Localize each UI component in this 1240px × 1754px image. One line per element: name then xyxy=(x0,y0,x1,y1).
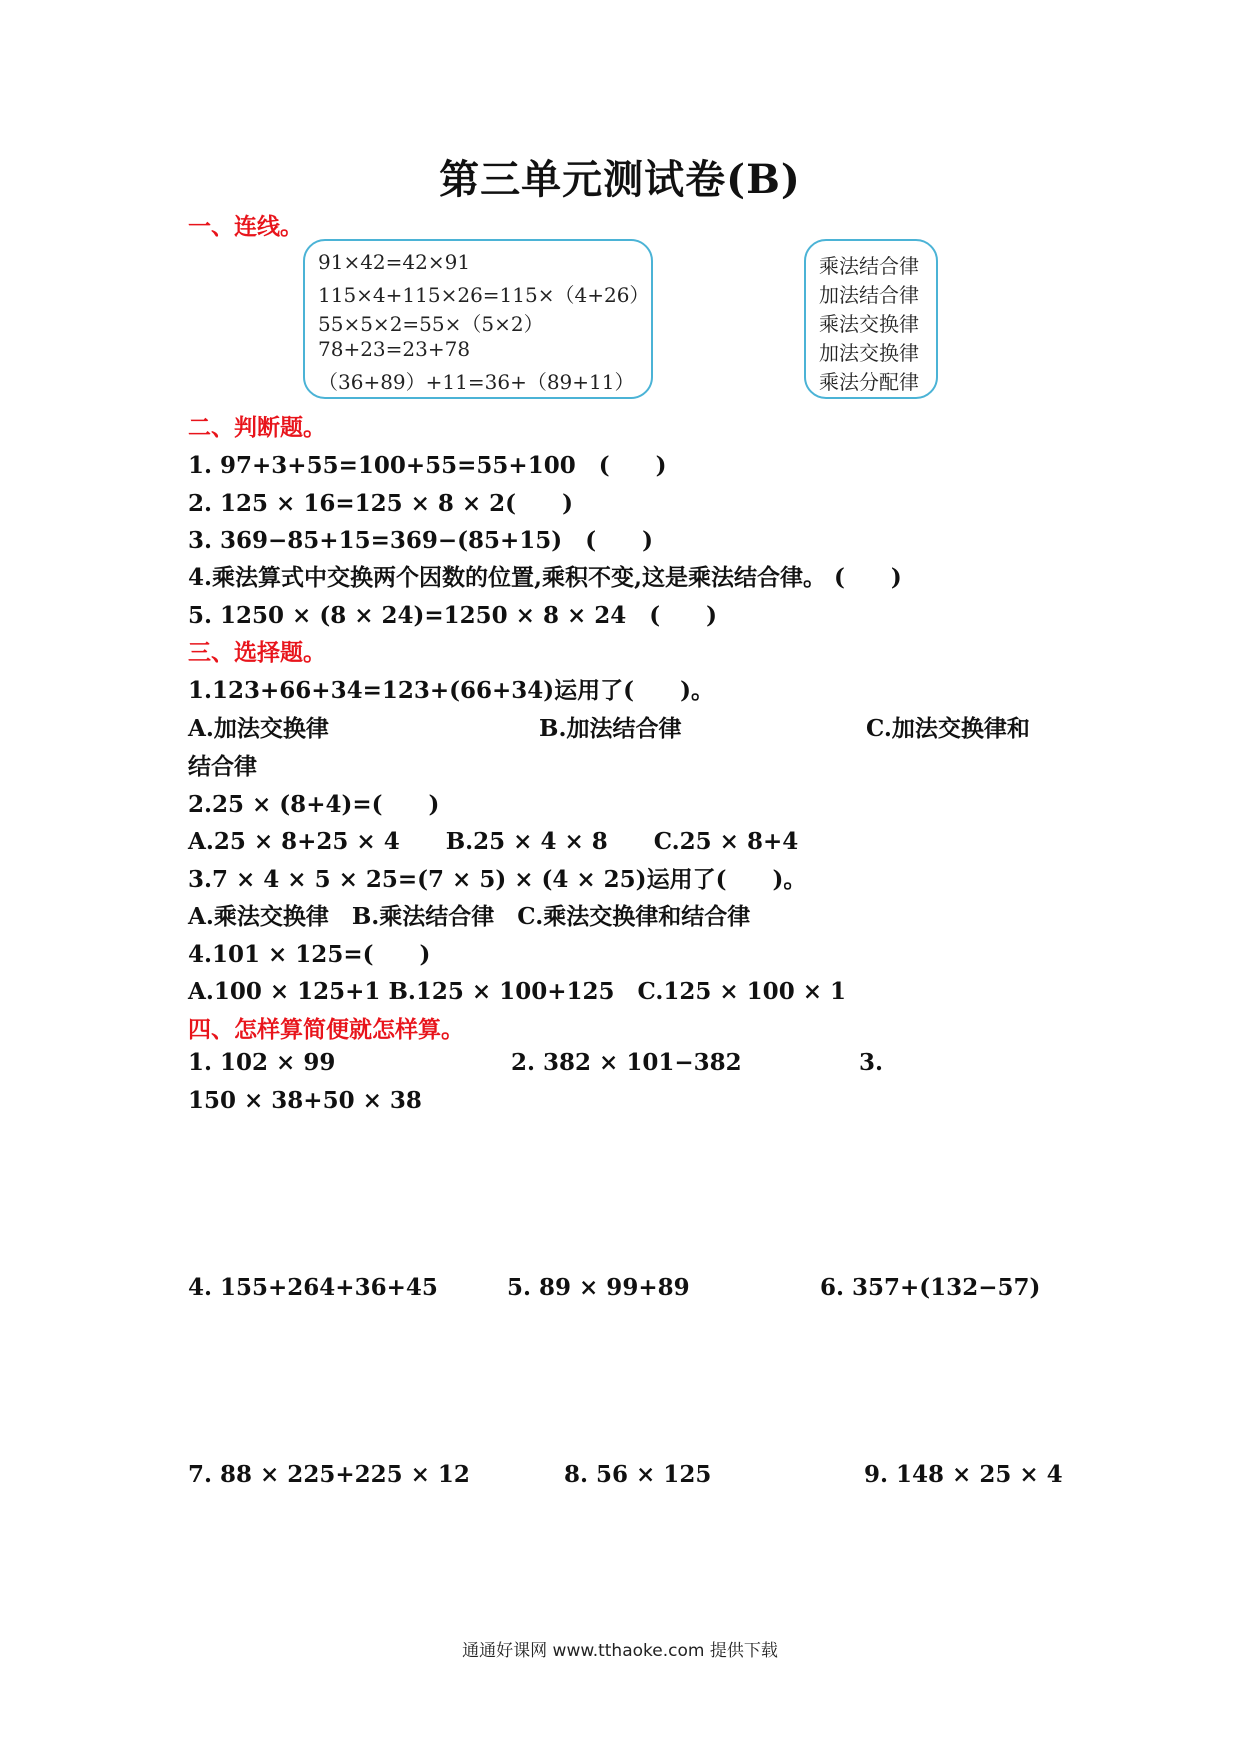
matching-right-item: 乘法交换律 xyxy=(819,312,919,336)
judge-question-4: 4.乘法算式中交换两个因数的位置,乘积不变,这是乘法结合律。 ( ) xyxy=(188,564,902,591)
page-title: 第三单元测试卷(B) xyxy=(439,156,801,203)
calc-problem-3-expr: 150 × 38+50 × 38 xyxy=(188,1087,422,1114)
matching-left-item: 115×4+115×26=115×（4+26） xyxy=(318,283,650,307)
choice-question-4: 4.101 × 125=( ) xyxy=(188,941,431,968)
calc-problem-5: 5. 89 × 99+89 xyxy=(507,1274,690,1301)
section-heading-choice: 三、选择题。 xyxy=(188,639,326,666)
choice-1-option-c: C.加法交换律和 xyxy=(866,715,1030,742)
judge-question-2: 2. 125 × 16=125 × 8 × 2( ) xyxy=(188,490,573,517)
calc-problem-4: 4. 155+264+36+45 xyxy=(188,1274,438,1301)
judge-question-1: 1. 97+3+55=100+55=55+100 ( ) xyxy=(188,452,667,479)
calc-problem-2: 2. 382 × 101−382 xyxy=(511,1049,742,1076)
choice-question-1: 1.123+66+34=123+(66+34)运用了( )。 xyxy=(188,677,714,704)
matching-right-box xyxy=(804,239,938,399)
section-heading-judge: 二、判断题。 xyxy=(188,414,326,441)
matching-right-item: 加法结合律 xyxy=(819,283,919,307)
matching-left-box xyxy=(303,239,653,399)
calc-problem-1: 1. 102 × 99 xyxy=(188,1049,336,1076)
matching-left-item: 78+23=23+78 xyxy=(318,337,471,361)
judge-question-5: 5. 1250 × (8 × 24)=1250 × 8 × 24 ( ) xyxy=(188,602,718,629)
calc-problem-6: 6. 357+(132−57) xyxy=(820,1274,1041,1301)
section-heading-matching: 一、连线。 xyxy=(188,213,303,240)
calc-problem-9: 9. 148 × 25 × 4 xyxy=(864,1461,1063,1488)
matching-right-item: 乘法结合律 xyxy=(819,254,919,278)
choice-4-options: A.100 × 125+1 B.125 × 100+125 C.125 × 100 × 1 xyxy=(188,978,846,1005)
matching-right-item: 乘法分配律 xyxy=(819,370,919,394)
matching-left-item: 91×42=42×91 xyxy=(318,250,471,274)
footer-credit: 通通好课网 www.tthaoke.com 提供下载 xyxy=(462,1641,778,1661)
choice-question-2: 2.25 × (8+4)=( ) xyxy=(188,791,440,818)
choice-1-option-a: A.加法交换律 xyxy=(188,715,329,742)
calc-problem-3: 3. xyxy=(859,1049,884,1076)
choice-1-option-b: B.加法结合律 xyxy=(539,715,682,742)
choice-2-options: A.25 × 8+25 × 4 B.25 × 4 × 8 C.25 × 8+4 xyxy=(188,828,799,855)
matching-right-item: 加法交换律 xyxy=(819,341,919,365)
calc-problem-8: 8. 56 × 125 xyxy=(564,1461,712,1488)
choice-question-3: 3.7 × 4 × 5 × 25=(7 × 5) × (4 × 25)运用了( )。 xyxy=(188,866,807,893)
matching-left-item: （36+89）+11=36+（89+11） xyxy=(318,370,635,394)
section-heading-calc: 四、怎样算简便就怎样算。 xyxy=(188,1016,464,1043)
choice-3-options: A.乘法交换律 B.乘法结合律 C.乘法交换律和结合律 xyxy=(188,903,751,930)
matching-left-item: 55×5×2=55×（5×2） xyxy=(318,312,544,336)
judge-question-3: 3. 369−85+15=369−(85+15) ( ) xyxy=(188,527,653,554)
choice-1-option-c-cont: 结合律 xyxy=(188,753,257,780)
calc-problem-7: 7. 88 × 225+225 × 12 xyxy=(188,1461,470,1488)
